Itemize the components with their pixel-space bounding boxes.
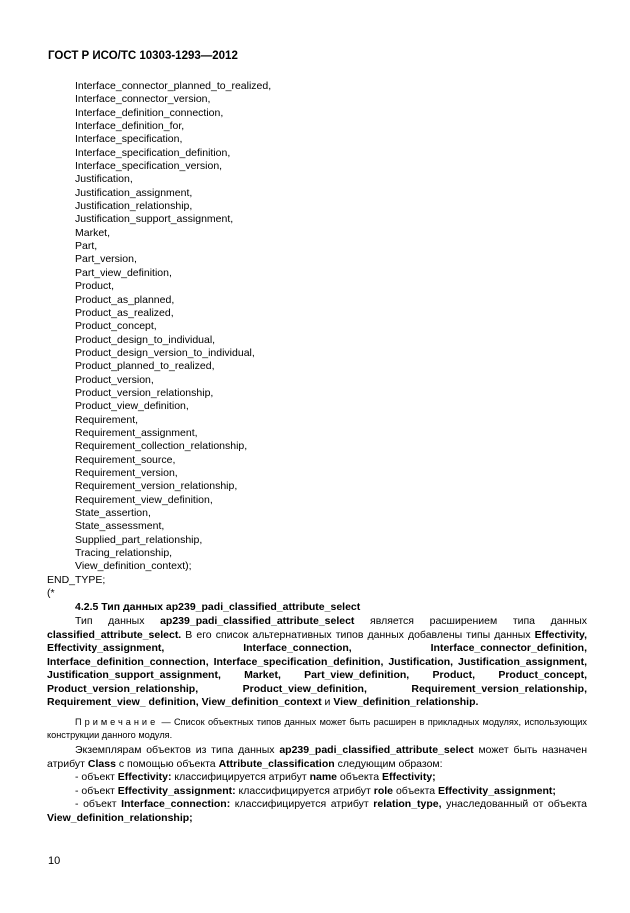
list-item: Product_version,	[75, 373, 154, 386]
text-run: В его список альтернативных типов данных добавлены типы данных	[181, 628, 535, 641]
text-run: и	[321, 696, 334, 708]
text-run: унаследованный от объекта	[441, 798, 587, 810]
page-header: ГОСТ Р ИСО/ТС 10303-1293—2012	[48, 50, 238, 62]
bullet-item	[47, 785, 587, 799]
list-item: Tracing_relationship,	[75, 547, 173, 560]
bold-run: Attribute_classification	[218, 757, 335, 770]
list-item: Product_concept,	[75, 320, 157, 333]
list-item: Requirement_version,	[75, 466, 178, 479]
text-run: Экземплярам объектов из типа данных	[75, 744, 280, 756]
text-run: объекта	[393, 784, 439, 797]
select-type-list	[75, 80, 271, 574]
list-item: State_assertion,	[75, 507, 151, 519]
list-item: Part,	[75, 240, 98, 253]
end-type: END_TYPE;	[47, 574, 106, 586]
text-run: с помощью объекта	[115, 757, 219, 770]
list-item: Justification_relationship,	[75, 200, 193, 213]
list-item: Justification_support_assignment,	[75, 213, 234, 226]
bold-run: Effectivity_assignment;	[438, 784, 556, 797]
bold-run: View_definition_relationship;	[47, 811, 193, 824]
section-heading: 4.2.5 Тип данных ap239_padi_classified_attribute_select	[75, 601, 361, 613]
page-number: 10	[48, 855, 61, 867]
paragraph-classification	[47, 744, 587, 825]
note-paragraph	[47, 716, 587, 741]
text-run: - объект	[75, 771, 118, 783]
list-item: Product_as_realized,	[75, 306, 174, 319]
list-item: Product_planned_to_realized,	[75, 360, 215, 373]
list-item: Part_view_definition,	[75, 266, 172, 279]
bold-run: Effectivity;	[382, 771, 436, 783]
text-run: объекта	[337, 771, 382, 783]
bold-run: View_definition_relationship.	[333, 696, 479, 708]
bold-run: ap239_padi_classified_attribute_select	[160, 615, 355, 627]
list-item: Requirement_assignment,	[75, 426, 198, 439]
paragraph-type-description	[47, 615, 587, 710]
list-item: Product_design_to_individual,	[75, 333, 216, 346]
list-item: Requirement,	[75, 413, 139, 426]
text-run: - объект	[75, 784, 118, 797]
list-item: View_definition_context);	[75, 560, 192, 573]
text-run: классифицируется атрибут	[171, 771, 310, 783]
text-run: классифицируется атрибут	[230, 798, 374, 810]
list-item: Product_design_version_to_individual,	[75, 346, 255, 359]
bold-run: Interface_connection:	[121, 798, 231, 810]
bold-run: Effectivity:	[117, 771, 172, 783]
bullet-item	[47, 771, 587, 785]
bold-run: Effectivity_assignment:	[117, 784, 236, 797]
note-label: Примечание	[75, 717, 159, 727]
list-item: Product_view_definition,	[75, 400, 189, 413]
list-item: Interface_definition_for,	[75, 120, 185, 133]
list-item: Market,	[75, 226, 111, 239]
bold-run: role	[373, 784, 394, 797]
bold-run: ap239_padi_classified_attribute_select	[279, 744, 474, 756]
list-item: Interface_connector_planned_to_realized,	[75, 80, 272, 92]
text-run: Тип данных	[75, 615, 161, 627]
note-text: — Список объектных типов данных может быть расширен в прикладных модулях, использующих конструкции данного модуля.	[47, 717, 587, 740]
bold-run: Effectivity, Effectivity_assignment, Interface_connection, Interface_connector_definition, Interface_definition_connection, Interface_specification_definition, Justification, Justification_assignment, Justification_support_assignment, Market, Part_view_definition, Product, Product_concept, Product_version_relationship, Product_view_definition, Requirement_version_relationship, Requirement_view_ definition, View_definition_context	[47, 628, 587, 708]
list-item: Interface_specification,	[75, 133, 183, 146]
text-run: классифицируется атрибут	[235, 784, 374, 797]
bold-run: relation_type,	[373, 798, 442, 810]
list-item: Product_as_planned,	[75, 293, 175, 306]
list-item: Interface_connector_version,	[75, 93, 211, 106]
list-item: Interface_specification_version,	[75, 160, 223, 173]
comment-open: (*	[47, 587, 55, 599]
bold-run: classified_attribute_select.	[47, 628, 182, 641]
text-run: следующим образом:	[334, 757, 443, 770]
text-run: может быть назначен атрибут	[47, 744, 587, 770]
text-run: является расширением типа данных	[354, 615, 587, 627]
text-run: - объект	[75, 798, 122, 810]
list-item: Interface_definition_connection,	[75, 106, 224, 119]
bold-run: Class	[87, 757, 116, 770]
list-item: Interface_specification_definition,	[75, 146, 231, 159]
list-item: Product_version_relationship,	[75, 386, 214, 399]
list-item: Requirement_view_definition,	[75, 493, 213, 506]
list-item: Requirement_collection_relationship,	[75, 440, 248, 453]
list-item: Requirement_source,	[75, 453, 176, 466]
list-item: Product,	[75, 280, 115, 293]
list-item: Requirement_version_relationship,	[75, 480, 238, 493]
list-item: Justification,	[75, 173, 133, 186]
list-item: Supplied_part_relationship,	[75, 533, 203, 546]
list-item: Justification_assignment,	[75, 186, 193, 199]
list-item: Part_version,	[75, 253, 137, 266]
list-item: State_assessment,	[75, 520, 165, 533]
bullet-item	[47, 798, 587, 825]
bold-run: name	[309, 771, 338, 783]
